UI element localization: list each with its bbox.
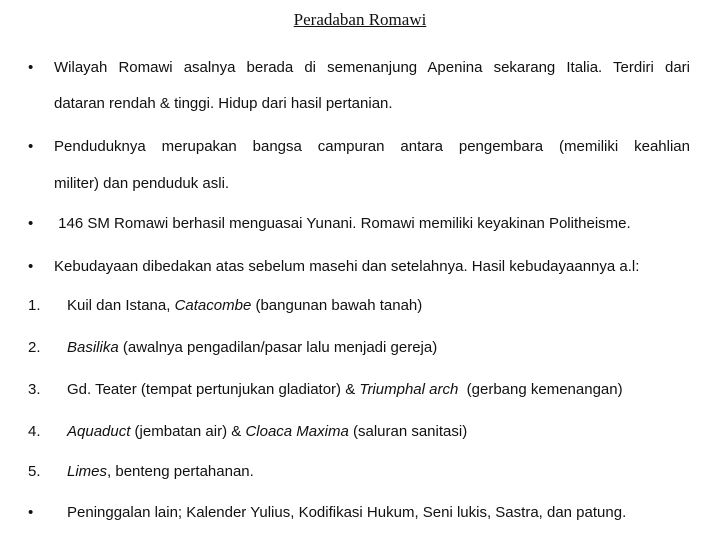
list-marker: 2. [28, 339, 41, 356]
text-span: (saluran sanitasi) [348, 423, 468, 440]
list-marker: • [28, 504, 34, 521]
paragraph-line: Penduduknya merupakan bangsa campuran antara pengembara (memiliki keahlian [54, 138, 690, 155]
text-span: (gerbang kemenangan) [458, 381, 623, 398]
paragraph-continuation: militer) dan penduduk asli. [54, 175, 230, 192]
paragraph-continuation: dataran rendah & tinggi. Hidup dari hasil pertanian. [54, 95, 393, 112]
list-item-text [67, 380, 690, 400]
list-item-text [67, 462, 690, 482]
bullet-marker: • [28, 59, 34, 76]
italic-term: Cloaca Maxima [245, 423, 349, 440]
bullet-marker: • [28, 258, 34, 275]
paragraph-line: Wilayah Romawi asalnya berada di semenanjung Apenina sekarang Italia. Terdiri dari [54, 59, 690, 76]
italic-term: Aquaduct [67, 423, 131, 440]
list-item-text [67, 296, 690, 316]
text-span: , benteng pertahanan. [107, 463, 254, 480]
italic-term: Basilika [67, 339, 119, 356]
text-span: (awalnya pengadilan/pasar lalu menjadi gereja) [118, 339, 438, 356]
italic-term: Limes [67, 463, 108, 480]
list-marker: 3. [28, 381, 41, 398]
list-marker: 5. [28, 463, 41, 480]
text-span: (jembatan air) & [130, 423, 246, 440]
bullet-marker: • [28, 215, 34, 232]
text-span: Kuil dan Istana, [67, 297, 175, 314]
list-item-text [67, 422, 690, 442]
paragraph-line: 146 SM Romawi berhasil menguasai Yunani. Romawi memiliki keyakinan Politheisme. [54, 215, 631, 232]
italic-term: Triumphal arch [359, 381, 459, 398]
bullet-marker: • [28, 138, 34, 155]
italic-term: Catacombe [174, 297, 252, 314]
list-item-text [67, 338, 690, 358]
list-marker: 4. [28, 423, 41, 440]
text-span: (bangunan bawah tanah) [251, 297, 423, 314]
list-marker: 1. [28, 297, 41, 314]
text-span: Gd. Teater (tempat pertunjukan gladiator) & [67, 381, 360, 398]
list-item-text: Peninggalan lain; Kalender Yulius, Kodifikasi Hukum, Seni lukis, Sastra, dan patung. [67, 504, 627, 521]
paragraph-line: Kebudayaan dibedakan atas sebelum masehi dan setelahnya. Hasil kebudayaannya a.l: [54, 258, 640, 275]
page-title: Peradaban Romawi [293, 10, 427, 29]
